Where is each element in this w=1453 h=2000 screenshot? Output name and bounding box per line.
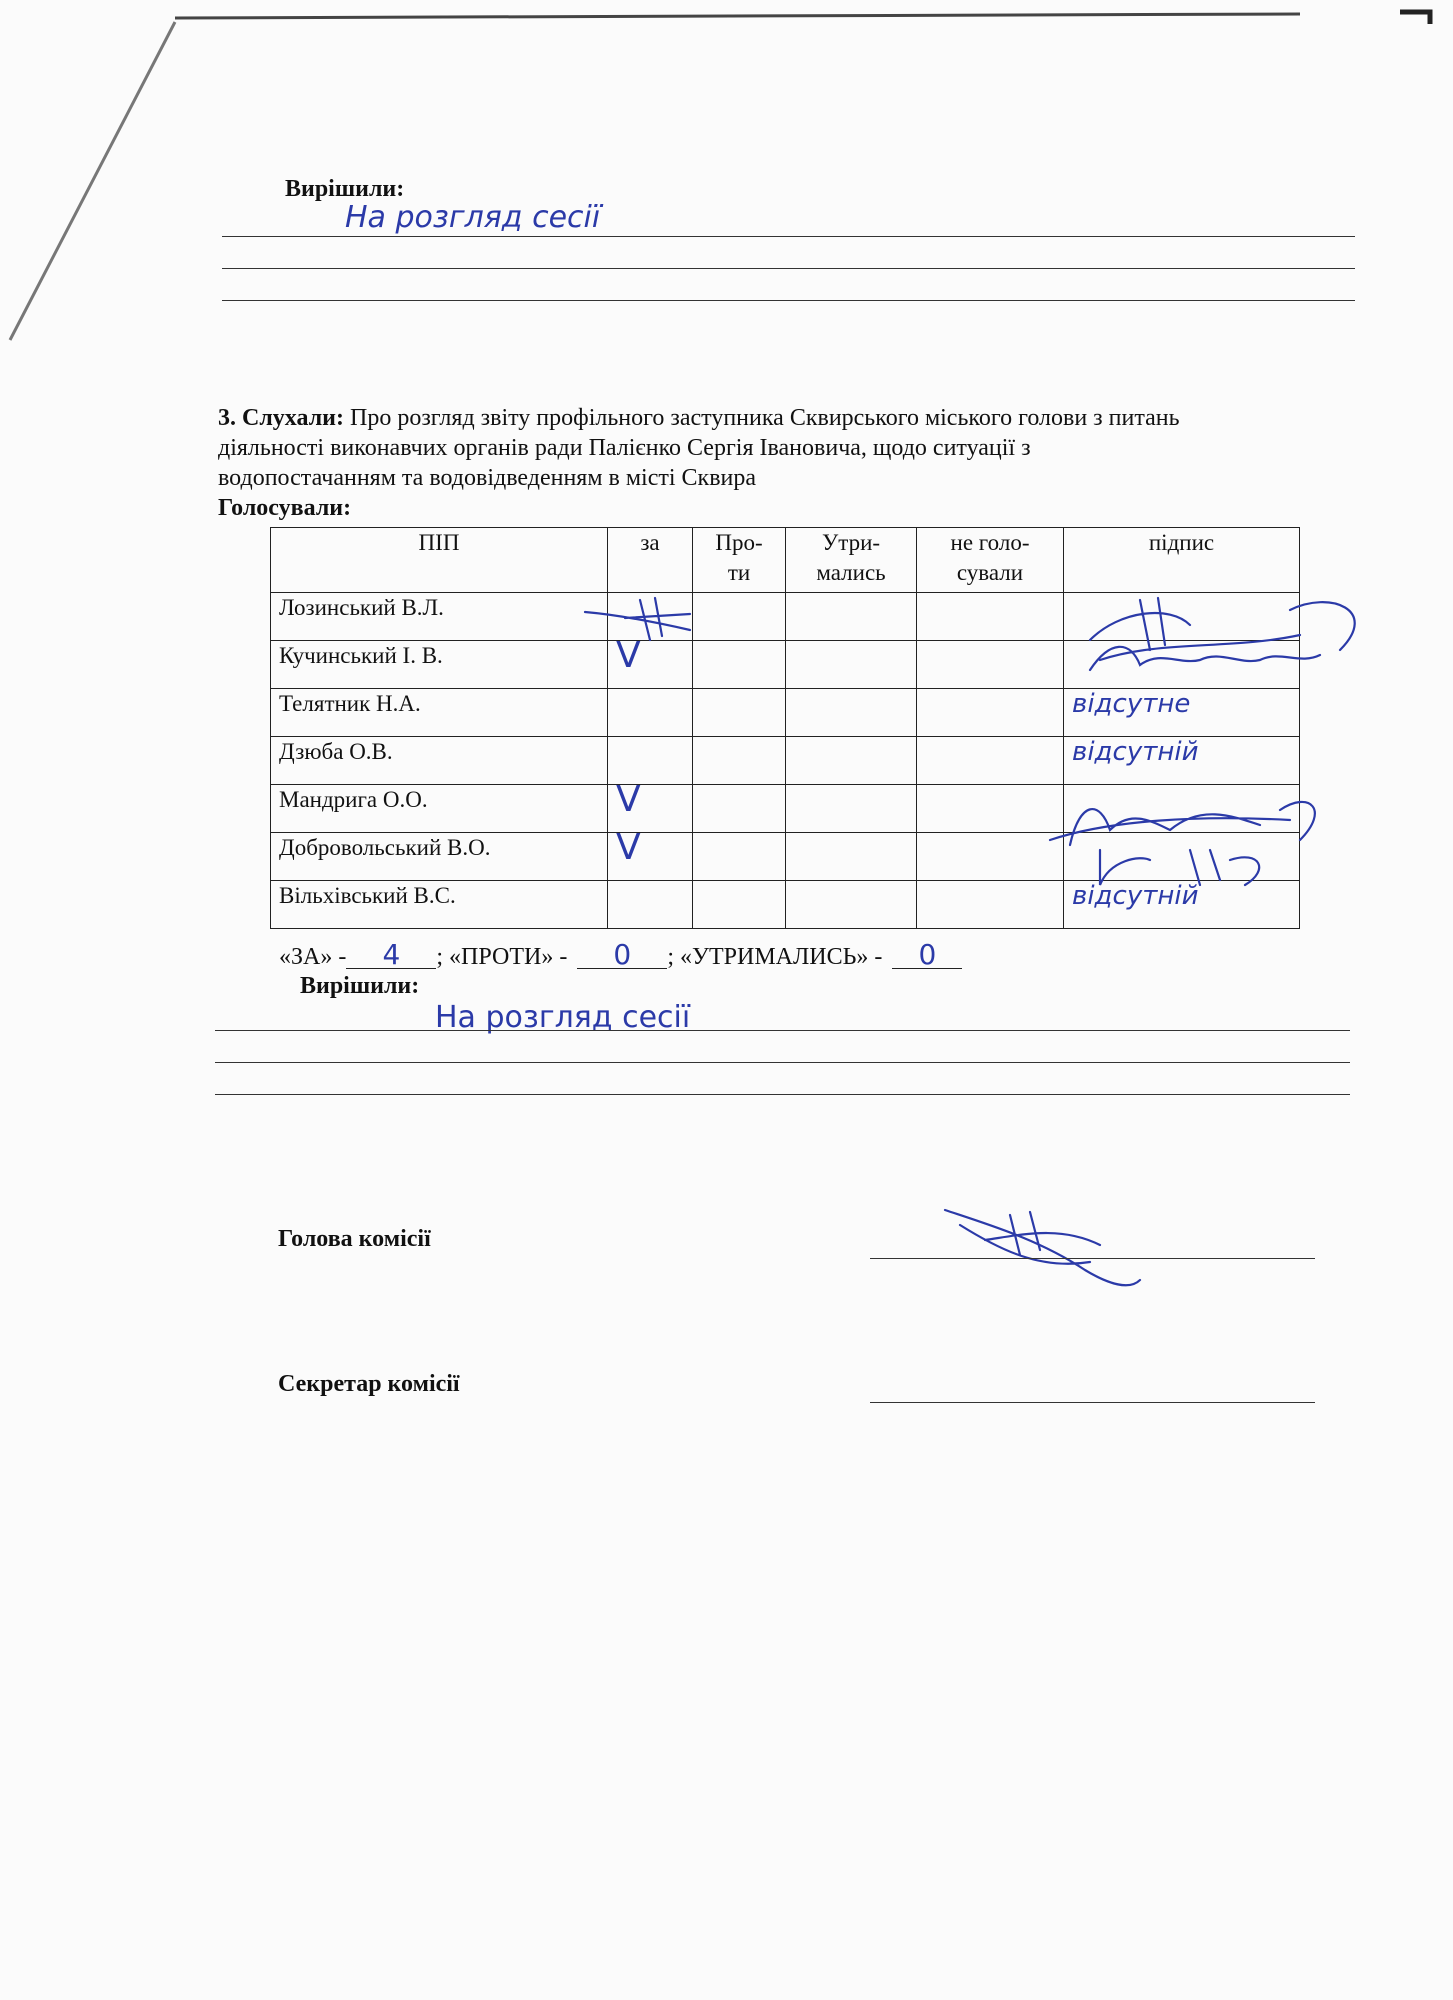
vote-abstain-cell	[786, 737, 917, 785]
item3-text-3: водопостачанням та водовідведенням в місті Сквира	[218, 465, 757, 491]
decision-line	[222, 268, 1355, 269]
vote-not-voted-cell	[917, 593, 1064, 641]
table-row	[271, 785, 1300, 833]
vote-not-voted-cell	[917, 881, 1064, 929]
decision-heading-top: Вирішили:	[285, 176, 405, 202]
vote-against-cell	[693, 833, 786, 881]
vote-against-cell	[693, 737, 786, 785]
decision-line	[215, 1094, 1350, 1095]
chair-label: Голова комісії	[278, 1226, 431, 1252]
vote-against-cell	[693, 641, 786, 689]
header-abstain: Утри- мались	[786, 528, 917, 593]
decision-line	[215, 1062, 1350, 1063]
signature-cell	[1064, 833, 1300, 881]
tally-za-label: «ЗА» -	[279, 944, 347, 970]
vote-against-cell	[693, 689, 786, 737]
table-row	[271, 593, 1300, 641]
table-row	[271, 689, 1300, 737]
decision-handwriting-top: На розгляд сесії	[345, 200, 601, 235]
voted-label: Голосували:	[218, 495, 352, 521]
signature-cell	[1064, 785, 1300, 833]
signature-scribble	[945, 1210, 1140, 1285]
decision-handwriting-bottom: На розгляд сесії	[435, 1000, 691, 1035]
table-row	[271, 641, 1300, 689]
vote-against-cell	[693, 785, 786, 833]
vote-not-voted-cell	[917, 785, 1064, 833]
member-name: Добровольський В.О.	[271, 833, 608, 881]
secretary-label: Секретар комісії	[278, 1371, 460, 1397]
vote-for-cell	[608, 737, 693, 785]
tally-proty-label: ; «ПРОТИ» -	[436, 944, 568, 970]
tally-line	[279, 938, 962, 971]
vote-not-voted-cell	[917, 833, 1064, 881]
tally-utr-value: 0	[892, 942, 962, 969]
table-row	[271, 881, 1300, 929]
vote-abstain-cell	[786, 641, 917, 689]
vote-for-cell	[608, 881, 693, 929]
signature-cell: відсутне	[1064, 689, 1300, 737]
decision-line	[222, 236, 1355, 237]
tally-za-value: 4	[346, 942, 436, 969]
vote-abstain-cell	[786, 881, 917, 929]
vote-for-cell: V	[608, 785, 693, 833]
table-row	[271, 737, 1300, 785]
item3-number: 3.	[218, 405, 236, 431]
header-not-voted: не голо- сували	[917, 528, 1064, 593]
signature-cell	[1064, 641, 1300, 689]
header-for: за	[608, 528, 693, 593]
vote-for-cell: V	[608, 641, 693, 689]
chair-signature-line	[870, 1258, 1315, 1259]
decision-line	[215, 1030, 1350, 1031]
tally-utr-label: ; «УТРИМАЛИСЬ» -	[667, 944, 883, 970]
vote-not-voted-cell	[917, 737, 1064, 785]
signature-cell	[1064, 593, 1300, 641]
item3-label: Слухали:	[242, 405, 344, 431]
header-name: ПІП	[271, 528, 608, 593]
tally-proty-value: 0	[577, 942, 667, 969]
vote-table	[270, 527, 1300, 929]
item3-text-1: Про розгляд звіту профільного заступника Сквирського міського голови з питань	[349, 405, 1180, 431]
member-name: Дзюба О.В.	[271, 737, 608, 785]
signature-cell: відсутній	[1064, 881, 1300, 929]
member-name: Кучинський І. В.	[271, 641, 608, 689]
item3-line1	[218, 404, 1180, 432]
vote-for-cell	[608, 593, 693, 641]
vote-not-voted-cell	[917, 689, 1064, 737]
decision-line	[222, 300, 1355, 301]
vote-abstain-cell	[786, 689, 917, 737]
vote-for-cell	[608, 689, 693, 737]
item3-text-2: діяльності виконавчих органів ради Палієнко Сергія Івановича, щодо ситуації з	[218, 435, 1031, 461]
vote-not-voted-cell	[917, 641, 1064, 689]
signature-cell: відсутній	[1064, 737, 1300, 785]
header-against: Про- ти	[693, 528, 786, 593]
member-name: Лозинський В.Л.	[271, 593, 608, 641]
vote-table-header	[271, 528, 1300, 593]
header-signature: підпис	[1064, 528, 1300, 593]
decision-heading-bottom: Вирішили:	[300, 973, 420, 999]
vote-abstain-cell	[786, 593, 917, 641]
vote-abstain-cell	[786, 833, 917, 881]
vote-against-cell	[693, 881, 786, 929]
secretary-signature-line	[870, 1402, 1315, 1403]
vote-against-cell	[693, 593, 786, 641]
member-name: Вільхівський В.С.	[271, 881, 608, 929]
vote-abstain-cell	[786, 785, 917, 833]
member-name: Телятник Н.А.	[271, 689, 608, 737]
vote-for-cell: V	[608, 833, 693, 881]
table-row	[271, 833, 1300, 881]
member-name: Мандрига О.О.	[271, 785, 608, 833]
